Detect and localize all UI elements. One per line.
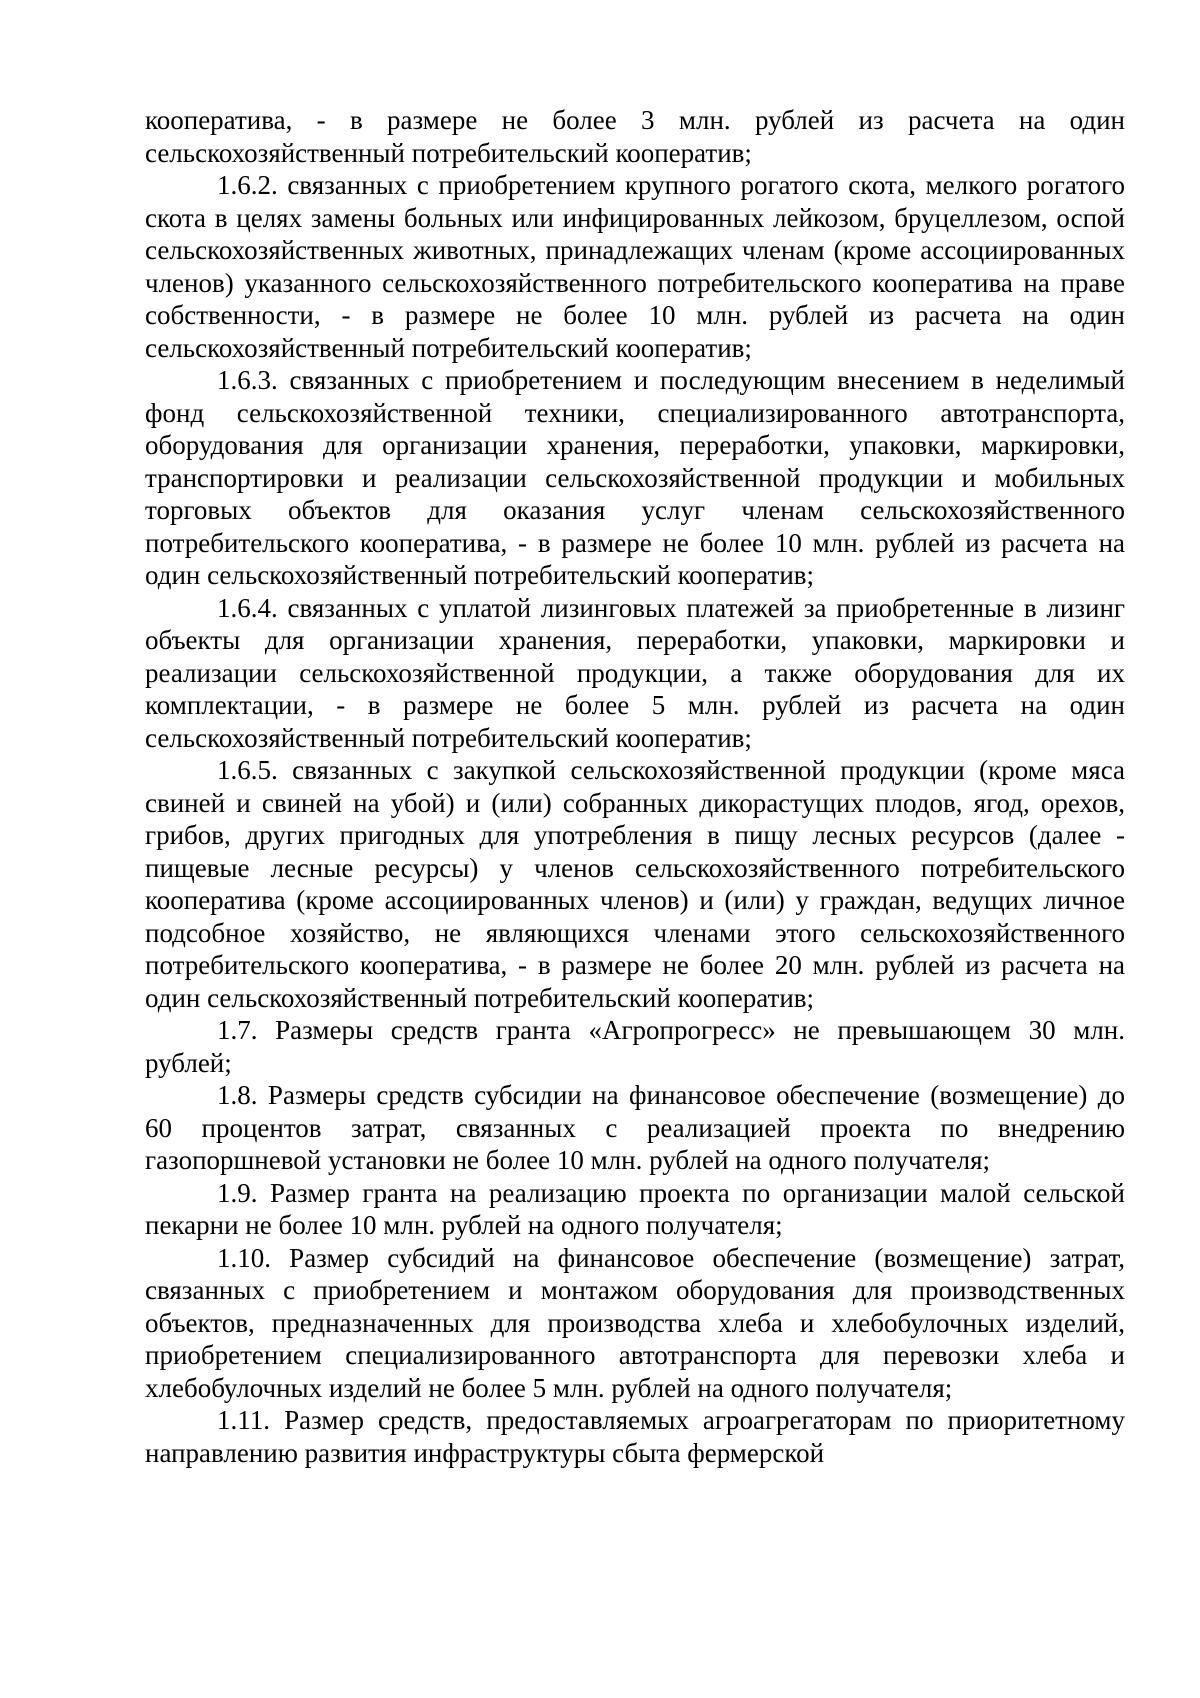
paragraph-continuation: кооператива, - в размере не более 3 млн. рублей из расчета на один сельскохозяйственный потребительский кооператив; [145, 105, 1125, 168]
paragraph-1-6-3: 1.6.3. связанных с приобретением и последующим внесением в неделимый фонд сельскохозяйственной техники, специализированного автотранспорта, оборудования для организации хранения, переработки, упаковки, маркировки, транспортировки и реализации сельскохозяйственной продукции и мобильных торговых объектов для оказания услуг членам сельскохозяйственного потребительского кооператива, - в размере не более 10 млн. рублей из расчета на один сельскохозяйственный потребительский кооператив; [145, 365, 1125, 590]
paragraph-1-6-5: 1.6.5. связанных с закупкой сельскохозяйственной продукции (кроме мяса свиней и свиней на убой) и (или) собранных дикорастущих плодов, ягод, орехов, грибов, других пригодных для употребления в пищу лесных ресурсов (далее - пищевые лесные ресурсы) у членов сельскохозяйственного потребительского кооператива (кроме ассоциированных членов) и (или) у граждан, ведущих личное подсобное хозяйство, не являющихся членами этого сельскохозяйственного потребительского кооператива, - в размере не более 20 млн. рублей из расчета на один сельскохозяйственный потребительский кооператив; [145, 755, 1125, 1013]
paragraph-1-8: 1.8. Размеры средств субсидии на финансовое обеспечение (возмещение) до 60 процентов затрат, связанных с реализацией проекта по внедрению газопоршневой установки не более 10 млн. рублей на одного получателя; [145, 1080, 1125, 1175]
paragraph-1-6-4: 1.6.4. связанных с уплатой лизинговых платежей за приобретенные в лизинг объекты для организации хранения, переработки, упаковки, маркировки и реализации сельскохозяйственной продукции, а также оборудования для их комплектации, - в размере не более 5 млн. рублей из расчета на один сельскохозяйственный потребительский кооператив; [145, 592, 1125, 753]
paragraph-1-10: 1.10. Размер субсидий на финансовое обеспечение (возмещение) затрат, связанных с приобретением и монтажом оборудования для производственных объектов, предназначенных для производства хлеба и хлебобулочных изделий, приобретением специализированного автотранспорта для перевозки хлеба и хлебобулочных изделий не более 5 млн. рублей на одного получателя; [145, 1242, 1125, 1403]
paragraph-1-9: 1.9. Размер гранта на реализацию проекта по организации малой сельской пекарни не более 10 млн. рублей на одного получателя; [145, 1177, 1125, 1240]
paragraph-1-6-2: 1.6.2. связанных с приобретением крупного рогатого скота, мелкого рогатого скота в целях замены больных или инфицированных лейкозом, бруцеллезом, оспой сельскохозяйственных животных, принадлежащих членам (кроме ассоциированных членов) указанного сельскохозяйственного потребительского кооператива на праве собственности, - в размере не более 10 млн. рублей из расчета на один сельскохозяйственный потребительский кооператив; [145, 170, 1125, 363]
paragraph-1-11: 1.11. Размер средств, предоставляемых агроагрегаторам по приоритетному направлению развития инфраструктуры сбыта фермерской [145, 1405, 1125, 1468]
paragraph-1-7: 1.7. Размеры средств гранта «Агропрогресс» не превышающем 30 млн. рублей; [145, 1015, 1125, 1078]
document-page [145, 104, 1125, 1469]
